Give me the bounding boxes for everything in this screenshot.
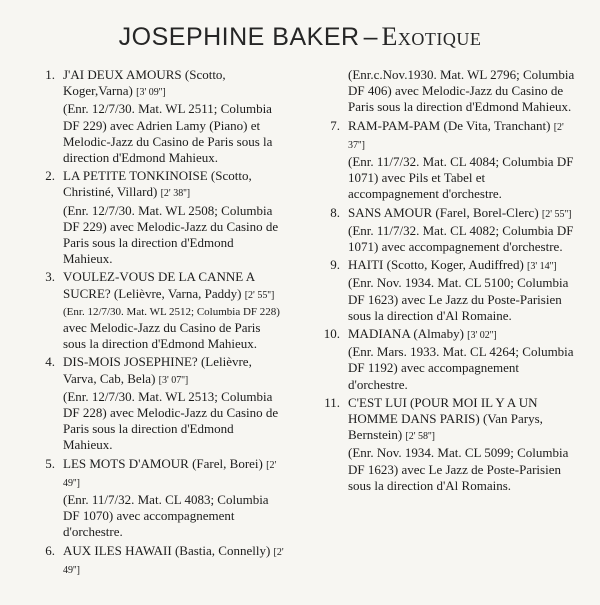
track-duration: [2' 49'']	[63, 546, 284, 576]
track-recording: (Enr. 12/7/30. Mat. WL 2513; Columbia DF 228) avec Melodic-Jazz du Casino de Paris sous la direction d'Edmond Mahieux.	[63, 388, 279, 453]
track-duration: [2' 38'']	[160, 188, 191, 200]
tracklist-right-column	[318, 67, 576, 496]
track-duration: [2' 58'']	[405, 431, 435, 443]
track-item	[318, 395, 576, 494]
track-item	[33, 67, 285, 166]
track-duration: [2' 37'']	[348, 121, 564, 151]
track-recording: (Enr. Nov. 1934. Mat. CL 5099; Columbia DF 1623) avec Le Jazz de Poste-Parisien sous la direction d'Al Romains.	[348, 445, 569, 493]
track-item	[318, 257, 576, 324]
track-number: 6.	[45, 542, 55, 558]
track-title: HAITI (Scotto, Koger, Audiffred)	[348, 257, 524, 273]
track-recording: (Enr. 12/7/30. Mat. WL 2508; Columbia DF 229) avec Melodic-Jazz du Casino de Paris sous la direction d'Edmond Mahieux.	[63, 202, 279, 267]
track-recording: (Enr. Mars. 1933. Mat. CL 4264; Columbia DF 1192) avec accompagnement d'orchestre.	[348, 344, 574, 392]
track-duration: [2' 55'']	[541, 208, 572, 220]
title-dash: –	[363, 23, 378, 51]
track-number: 7.	[330, 117, 340, 133]
track-item	[33, 354, 285, 453]
track-item	[318, 205, 576, 256]
tracklist-left-column	[33, 67, 285, 581]
track-recording: (Enr. Nov. 1934. Mat. CL 5100; Columbia DF 1623) avec Le Jazz du Poste-Parisien sous la direction d'Al Romaine.	[348, 275, 569, 323]
track-recording-small: (Enr. 12/7/30. Mat. WL 2512; Columbia DF 228)	[63, 305, 280, 318]
track-recording: avec Melodic-Jazz du Casino de Paris sous la direction d'Edmond Mahieux.	[63, 320, 261, 352]
track-title: SANS AMOUR (Farel, Borel-Clerc)	[348, 204, 539, 220]
track-recording: (Enr. 11/7/32. Mat. CL 4084; Columbia DF 1071) avec Pils et Tabel et accompagnement d'orchestre.	[348, 154, 574, 202]
album-title: Exotique	[381, 22, 482, 51]
track-number: 8.	[330, 204, 340, 220]
track-item	[33, 269, 285, 352]
track-number: 3.	[45, 269, 55, 285]
track-duration: [3' 14'']	[527, 261, 557, 273]
track-recording: (Enr. 12/7/30. Mat. WL 2511; Columbia DF 229) avec Adrien Lamy (Piano) et Melodic-Jazz du Casino de Paris sous la direction d'Edmond Mahieux.	[63, 101, 273, 166]
track-title: J'AI DEUX AMOURS (Scotto, Koger,Varna)	[63, 67, 226, 99]
track-duration: [2' 49'']	[63, 459, 277, 489]
track-duration: [3' 09'']	[136, 87, 166, 99]
track-item	[318, 118, 576, 203]
track-number: 9.	[330, 257, 340, 273]
track-number: 1.	[45, 67, 55, 82]
track-title: LA PETITE TONKINOISE (Scotto, Christiné, Villard)	[63, 168, 252, 200]
track-duration: [3' 07'']	[158, 374, 189, 386]
track-title: MADIANA (Almaby)	[348, 326, 464, 342]
track-number: 11.	[324, 394, 340, 410]
track-number: 10.	[323, 326, 340, 342]
track-title: VOULEZ-VOUS DE LA CANNE A SUCRE? (Lelièvre, Varna, Paddy)	[63, 269, 255, 301]
track-recording: (Enr. 11/7/32. Mat. CL 4083; Columbia DF 1070) avec accompagnement d'orchestre.	[63, 492, 269, 540]
header	[0, 22, 600, 52]
track-item	[33, 168, 285, 267]
track-duration: [2' 55'']	[244, 289, 275, 301]
track-number: 5.	[45, 455, 55, 471]
track-recording: (Enr.c.Nov.1930. Mat. WL 2796; Columbia DF 406) avec Melodic-Jazz du Casino de Paris sous la direction d'Edmond Mahieux.	[348, 67, 575, 115]
track-title: C'EST LUI (POUR MOI IL Y A UN HOMME DANS PARIS) (Van Parys, Bernstein)	[348, 394, 543, 443]
track-number: 2.	[45, 168, 55, 184]
track-title: RAM-PAM-PAM (De Vita, Tranchant)	[348, 117, 551, 133]
artist-name: JOSEPHINE BAKER	[118, 23, 360, 51]
track-item	[33, 543, 285, 579]
track-recording: (Enr. 11/7/32. Mat. CL 4082; Columbia DF 1071) avec accompagnement d'orchestre.	[348, 222, 574, 255]
track-title: LES MOTS D'AMOUR (Farel, Borei)	[63, 455, 263, 471]
track-item	[318, 326, 576, 393]
track-title: AUX ILES HAWAII (Bastia, Connelly)	[63, 542, 271, 558]
track-duration: [3' 02'']	[467, 330, 497, 342]
track-title: DIS-MOIS JOSEPHINE? (Lelièvre, Varva, Cab, Bela)	[63, 354, 252, 386]
track-item-continued	[318, 67, 576, 116]
track-number: 4.	[45, 354, 55, 370]
track-item	[33, 456, 285, 541]
